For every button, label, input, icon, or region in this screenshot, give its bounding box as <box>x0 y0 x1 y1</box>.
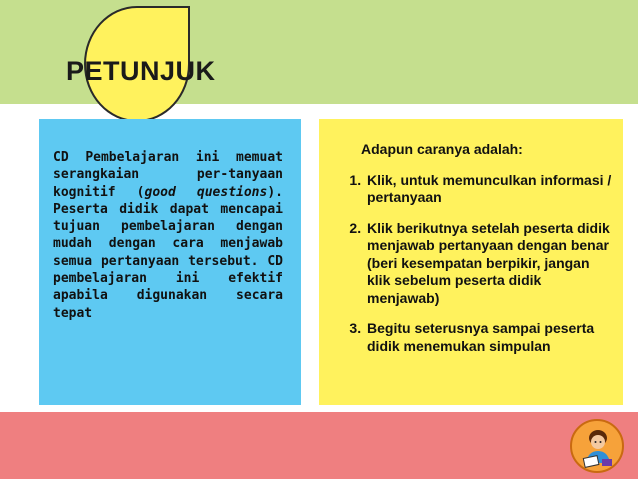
student-reading-icon-graphic <box>572 421 622 471</box>
step-item: 2. Klik berikutnya setelah peserta didik menjawab pertanyaan dengan benar (beri kesempatan berpikir, jangan klik sebelum peserta didik menjawab) <box>365 220 613 308</box>
step-item: 3. Begitu seterusnya sampai peserta didik menemukan simpulan <box>365 320 613 355</box>
step-item: 1. Klik, untuk memunculkan informasi / pertanyaan <box>365 172 613 207</box>
steps-list <box>341 172 613 356</box>
description-part2: ). Peserta didik dapat mencapai tujuan pembelajaran dengan mudah dengan cara menjawab semua pertanyaan tersebut. CD pembelajaran ini efektif apabila digunakan secara tepat <box>53 184 283 321</box>
description-text <box>53 149 283 322</box>
bottom-band <box>0 412 638 479</box>
steps-panel <box>319 119 623 405</box>
student-reading-icon <box>570 419 624 473</box>
description-emphasis: good questions <box>144 184 268 200</box>
description-panel <box>39 119 301 405</box>
steps-heading: Adapun caranya adalah: <box>361 141 523 157</box>
description-part1: CD Pembelajaran ini memuat serangkaian per-tanyaan kognitif ( <box>53 150 283 200</box>
slide-title: PETUNJUK <box>66 56 216 86</box>
